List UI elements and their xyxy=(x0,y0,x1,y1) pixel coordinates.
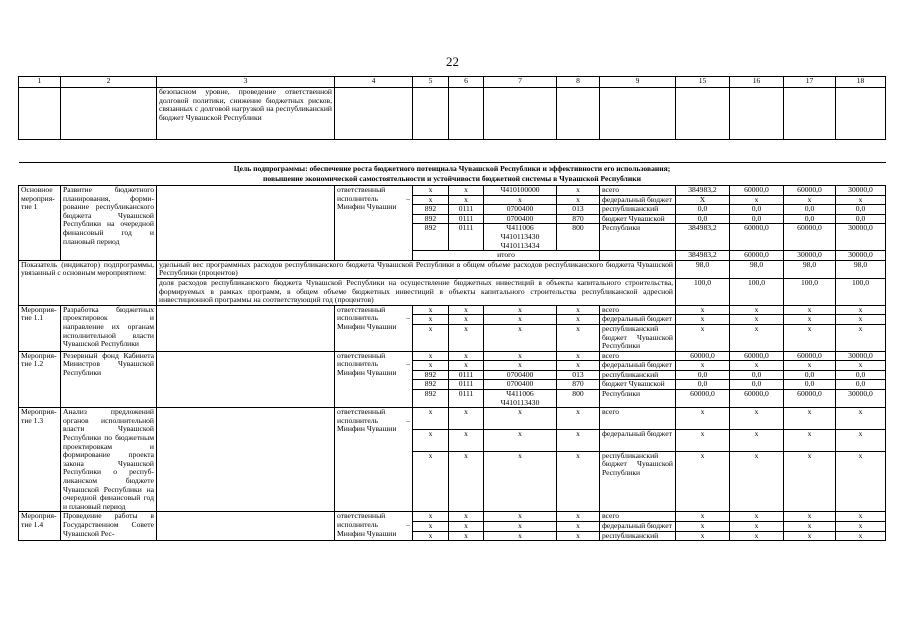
value-cell: х xyxy=(413,305,449,315)
value-cell: х xyxy=(730,195,784,205)
value-cell: х xyxy=(836,521,886,531)
value-cell: х xyxy=(557,315,600,325)
value-cell: 60000,0 xyxy=(784,224,836,251)
empty-cell xyxy=(157,351,335,408)
funding-source: федеральный бюджет xyxy=(600,315,676,325)
value-cell: х xyxy=(484,315,557,325)
value-cell: х xyxy=(836,195,886,205)
value-cell: х xyxy=(836,324,886,351)
empty-cell xyxy=(557,88,600,140)
value-cell: х xyxy=(676,451,730,512)
funding-source: федеральный бюджет xyxy=(600,521,676,531)
value-cell: х xyxy=(784,195,836,205)
value-cell: 0700400 xyxy=(484,370,557,380)
value-cell: х xyxy=(449,351,484,361)
column-header: 6 xyxy=(449,77,484,88)
value-cell: 0,0 xyxy=(676,205,730,215)
column-header: 7 xyxy=(484,77,557,88)
value-cell: х xyxy=(413,324,449,351)
value-cell: 30000,0 xyxy=(836,251,886,261)
value-cell: Ч411006 Ч410113430 Ч410113434 xyxy=(484,224,557,251)
empty-cell xyxy=(157,512,335,541)
value-cell: 30000,0 xyxy=(836,390,886,408)
value-cell: 60000,0 xyxy=(730,351,784,361)
funding-source: федеральный бюджет xyxy=(600,361,676,371)
indicator-value: 98,0 xyxy=(676,260,730,278)
empty-cell xyxy=(676,88,730,140)
empty-cell xyxy=(19,88,61,140)
value-cell: х xyxy=(676,324,730,351)
funding-source: республиканский xyxy=(600,531,676,541)
measure-row xyxy=(19,512,886,522)
value-cell: Ч411006 Ч410113430 xyxy=(484,390,557,408)
column-header: 2 xyxy=(61,77,157,88)
spacer xyxy=(19,140,886,163)
value-cell: х xyxy=(484,531,557,541)
value-cell: 0111 xyxy=(449,205,484,215)
value-cell: х xyxy=(449,324,484,351)
value-cell: х xyxy=(449,429,484,451)
value-cell: х xyxy=(484,408,557,430)
value-cell: 0,0 xyxy=(784,370,836,380)
value-cell: х xyxy=(730,429,784,451)
value-cell: х xyxy=(784,408,836,430)
value-cell: х xyxy=(413,408,449,430)
empty-cell xyxy=(157,408,335,512)
value-cell: х xyxy=(413,429,449,451)
value-cell: 892 xyxy=(413,370,449,380)
value-cell: 013 xyxy=(557,370,600,380)
value-cell: х xyxy=(557,361,600,371)
value-cell: 892 xyxy=(413,380,449,390)
funding-source: Республики xyxy=(600,390,676,408)
value-cell: 892 xyxy=(413,205,449,215)
column-header: 17 xyxy=(784,77,836,88)
indicator-value: 98,0 xyxy=(730,260,784,278)
value-cell: 0,0 xyxy=(836,214,886,224)
funding-source: бюджет Чувашской xyxy=(600,214,676,224)
value-cell: х xyxy=(676,512,730,522)
value-cell: х xyxy=(784,305,836,315)
value-cell: 013 xyxy=(557,205,600,215)
value-cell: х xyxy=(413,521,449,531)
program-table xyxy=(18,76,886,541)
column-header: 5 xyxy=(413,77,449,88)
goal-line: повышение экономической самостоятельности и устойчивости бюджетной системы в Чувашской Республики xyxy=(263,174,641,183)
value-cell: 60000,0 xyxy=(784,186,836,196)
value-cell: 0,0 xyxy=(836,205,886,215)
value-cell: 0,0 xyxy=(784,214,836,224)
value-cell: 0111 xyxy=(449,214,484,224)
value-cell: 0,0 xyxy=(730,214,784,224)
measure-label: Мероприятие 1.2 xyxy=(19,351,61,408)
column-header: 18 xyxy=(836,77,886,88)
value-cell: х xyxy=(784,521,836,531)
value-cell: Ч410100000 xyxy=(484,186,557,196)
funding-source: всего xyxy=(600,512,676,522)
value-cell: х xyxy=(557,429,600,451)
value-cell: х xyxy=(484,451,557,512)
value-cell: х xyxy=(676,429,730,451)
value-cell: х xyxy=(836,531,886,541)
measure-row xyxy=(19,351,886,361)
value-cell: х xyxy=(784,451,836,512)
value-cell: х xyxy=(413,512,449,522)
value-cell: 0,0 xyxy=(676,370,730,380)
value-cell: х xyxy=(484,361,557,371)
value-cell: х xyxy=(730,361,784,371)
measure-name: Резервный фонд Кабинета Министров Чувашской Республики xyxy=(61,351,157,408)
value-cell: 0700400 xyxy=(484,380,557,390)
value-cell: 60000,0 xyxy=(730,390,784,408)
value-cell: 60000,0 xyxy=(676,390,730,408)
responsible-executor: ответственный исполнитель – Минфин Чувашии xyxy=(335,408,413,512)
indicator-value: 98,0 xyxy=(784,260,836,278)
value-cell: 0111 xyxy=(449,370,484,380)
value-cell: 60000,0 xyxy=(784,351,836,361)
value-cell: 0,0 xyxy=(676,214,730,224)
value-cell: 870 xyxy=(557,214,600,224)
value-cell: х xyxy=(449,305,484,315)
responsible-executor: ответственный исполнитель – Минфин Чувашии xyxy=(335,512,413,541)
value-cell: 0,0 xyxy=(784,380,836,390)
goal-row xyxy=(19,163,886,186)
value-cell: 0,0 xyxy=(836,370,886,380)
funding-source: всего xyxy=(600,351,676,361)
value-cell: 30000,0 xyxy=(784,251,836,261)
value-cell: х xyxy=(836,451,886,512)
responsible-executor: ответственный исполнитель – Минфин Чувашии xyxy=(335,186,413,261)
value-cell: х xyxy=(449,361,484,371)
column-header: 3 xyxy=(157,77,335,88)
value-cell: х xyxy=(413,361,449,371)
value-cell: х xyxy=(557,351,600,361)
value-cell: х xyxy=(484,512,557,522)
value-cell: х xyxy=(676,361,730,371)
value-cell: х xyxy=(730,531,784,541)
indicator-label: Показатель (индикатор) подпрограммы, увязанный с основным мероприятием: xyxy=(19,260,157,305)
value-cell: 0,0 xyxy=(730,370,784,380)
empty-cell xyxy=(413,88,449,140)
empty-cell xyxy=(157,186,335,261)
measure-label: Мероприятие 1.1 xyxy=(19,305,61,351)
column-header: 1 xyxy=(19,77,61,88)
carry-text: безопасном уровне, проведение ответственной долговой политики, снижение бюджетных рисков, связанных с долговой нагрузкой на республиканский бюджет Чувашской Республики xyxy=(157,88,335,140)
value-cell: х xyxy=(484,195,557,205)
responsible-executor: ответственный исполнитель – Минфин Чувашии xyxy=(335,351,413,408)
indicator-value: 100,0 xyxy=(784,278,836,305)
value-cell: 0111 xyxy=(449,380,484,390)
value-cell: х xyxy=(836,361,886,371)
subprogram-goal xyxy=(19,163,886,186)
empty-cell xyxy=(836,88,886,140)
indicator-value: 100,0 xyxy=(836,278,886,305)
value-cell: х xyxy=(836,305,886,315)
column-header: 15 xyxy=(676,77,730,88)
value-cell: х xyxy=(449,512,484,522)
empty-cell xyxy=(600,88,676,140)
value-cell: х xyxy=(730,408,784,430)
value-cell: х xyxy=(784,531,836,541)
value-cell: х xyxy=(557,521,600,531)
value-cell: 800 xyxy=(557,390,600,408)
funding-source: республиканский бюджет Чувашской Республики xyxy=(600,451,676,512)
empty-cell xyxy=(449,88,484,140)
value-cell: 892 xyxy=(413,214,449,224)
measure-label: Основное мероприятие 1 xyxy=(19,186,61,261)
value-cell: х xyxy=(557,531,600,541)
value-cell: х xyxy=(557,305,600,315)
value-cell: 60000,0 xyxy=(676,351,730,361)
indicator-value: 100,0 xyxy=(676,278,730,305)
indicator-row xyxy=(19,260,886,278)
funding-source: всего xyxy=(600,186,676,196)
value-cell: х xyxy=(557,195,600,205)
funding-source: республиканский xyxy=(600,205,676,215)
value-cell: 384983,2 xyxy=(676,186,730,196)
value-cell: х xyxy=(784,315,836,325)
measure-name: Анализ предложений органов исполнительной власти Чувашской Республики по бюджетным проектировкам и формирование проекта закона Чувашской Республики о республиканском бюджете Чувашской Республики на очередной финансовый год и плановый период xyxy=(61,408,157,512)
value-cell: 0,0 xyxy=(784,205,836,215)
value-cell: х xyxy=(449,521,484,531)
value-cell: х xyxy=(836,315,886,325)
value-cell: х xyxy=(484,305,557,315)
value-cell: х xyxy=(676,531,730,541)
value-cell: х xyxy=(784,324,836,351)
goal-line: Цель подпрограммы: обеспечение роста бюджетного потенциала Чувашской Республики и эффективности его использования; xyxy=(233,164,671,173)
value-cell: х xyxy=(413,315,449,325)
empty-cell xyxy=(784,88,836,140)
value-cell: х xyxy=(484,324,557,351)
indicator-value: 98,0 xyxy=(836,260,886,278)
measure-row xyxy=(19,186,886,196)
value-cell: х xyxy=(557,186,600,196)
value-cell: 60000,0 xyxy=(784,390,836,408)
spacer-row xyxy=(19,140,886,163)
value-cell: х xyxy=(836,512,886,522)
column-header: 4 xyxy=(335,77,413,88)
empty-cell xyxy=(600,251,676,261)
value-cell: 0,0 xyxy=(730,380,784,390)
value-cell: х xyxy=(676,521,730,531)
column-header: 16 xyxy=(730,77,784,88)
value-cell: 30000,0 xyxy=(836,224,886,251)
value-cell: х xyxy=(730,324,784,351)
empty-cell xyxy=(61,88,157,140)
value-cell: х xyxy=(730,305,784,315)
value-cell: х xyxy=(413,351,449,361)
value-cell: х xyxy=(676,315,730,325)
value-cell: 384983,2 xyxy=(676,251,730,261)
value-cell: х xyxy=(836,429,886,451)
value-cell: 892 xyxy=(413,224,449,251)
indicator-value: 100,0 xyxy=(730,278,784,305)
value-cell: х xyxy=(557,451,600,512)
empty-cell xyxy=(335,88,413,140)
value-cell: х xyxy=(484,521,557,531)
empty-cell xyxy=(484,88,557,140)
carry-row xyxy=(19,88,886,140)
value-cell: х xyxy=(557,408,600,430)
value-cell: 60000,0 xyxy=(730,251,784,261)
value-cell: х xyxy=(413,195,449,205)
value-cell: 30000,0 xyxy=(836,186,886,196)
value-cell: х xyxy=(784,429,836,451)
indicator-text: удельный вес программных расходов республиканского бюджета Чувашской Республики в общем объеме расходов республиканского бюджета Чувашской Республики (процентов) xyxy=(157,260,676,278)
value-cell: 30000,0 xyxy=(836,351,886,361)
value-cell: 0,0 xyxy=(836,380,886,390)
measure-label: Мероприятие 1.3 xyxy=(19,408,61,512)
funding-source: всего xyxy=(600,305,676,315)
empty-cell xyxy=(157,305,335,351)
measure-name: Разработка бюджетных проектировок и направление их органам исполнительной власти Чувашской Республики xyxy=(61,305,157,351)
value-cell: х xyxy=(449,531,484,541)
measure-label: Мероприятие 1.4 xyxy=(19,512,61,541)
value-cell: 0700400 xyxy=(484,214,557,224)
measure-row xyxy=(19,305,886,315)
value-cell: Х xyxy=(676,195,730,205)
funding-source: всего xyxy=(600,408,676,430)
funding-source: федеральный бюджет xyxy=(600,429,676,451)
funding-source: федеральный бюджет xyxy=(600,195,676,205)
value-cell: х xyxy=(676,305,730,315)
value-cell: х xyxy=(557,324,600,351)
value-cell: х xyxy=(449,451,484,512)
value-cell: х xyxy=(557,512,600,522)
value-cell: х xyxy=(449,195,484,205)
value-cell: 800 xyxy=(557,224,600,251)
measure-name: Развитие бюджетного планирования, формирование республиканского бюджета Чувашской Республики на очередной финансовый год и плановый период xyxy=(61,186,157,261)
value-cell: х xyxy=(484,351,557,361)
value-cell: 60000,0 xyxy=(730,224,784,251)
funding-source: республиканский бюджет Чувашской Республики xyxy=(600,324,676,351)
value-cell: 0111 xyxy=(449,224,484,251)
value-cell: 0111 xyxy=(449,390,484,408)
value-cell: х xyxy=(449,315,484,325)
value-cell: х xyxy=(676,408,730,430)
value-cell: х xyxy=(413,451,449,512)
value-cell: х xyxy=(730,521,784,531)
page-number: 22 xyxy=(446,54,459,69)
measure-row xyxy=(19,408,886,430)
column-header: 8 xyxy=(557,77,600,88)
value-cell: 892 xyxy=(413,390,449,408)
value-cell: 60000,0 xyxy=(730,186,784,196)
funding-source: Республики xyxy=(600,224,676,251)
value-cell: х xyxy=(413,186,449,196)
value-cell: х xyxy=(449,408,484,430)
value-cell: 0700400 xyxy=(484,205,557,215)
total-label: итого xyxy=(413,251,600,261)
indicator-text: доля расходов республиканского бюджета Чувашской Республики на осуществление бюджетных инвестиций в объекты капитального строительства, формируемых в рамках программ, в общем объеме бюджетных инвестиций в объекты капитального строительства республиканской адресной инвестиционной программы на соответствующий год (процентов) xyxy=(157,278,676,305)
funding-source: республиканский xyxy=(600,370,676,380)
value-cell: 0,0 xyxy=(730,205,784,215)
value-cell: 0,0 xyxy=(676,380,730,390)
value-cell: х xyxy=(784,512,836,522)
value-cell: 870 xyxy=(557,380,600,390)
value-cell: х xyxy=(730,315,784,325)
value-cell: х xyxy=(484,429,557,451)
value-cell: 384983,2 xyxy=(676,224,730,251)
funding-source: бюджет Чувашской xyxy=(600,380,676,390)
value-cell: х xyxy=(836,408,886,430)
value-cell: х xyxy=(449,186,484,196)
measure-name: Проведение работы в Государственном Совете Чувашской Рес- xyxy=(61,512,157,541)
value-cell: х xyxy=(784,361,836,371)
empty-cell xyxy=(730,88,784,140)
value-cell: х xyxy=(730,512,784,522)
responsible-executor: ответственный исполнитель – Минфин Чувашии xyxy=(335,305,413,351)
header-row xyxy=(19,77,886,88)
value-cell: х xyxy=(730,451,784,512)
value-cell: х xyxy=(413,531,449,541)
column-header: 9 xyxy=(600,77,676,88)
